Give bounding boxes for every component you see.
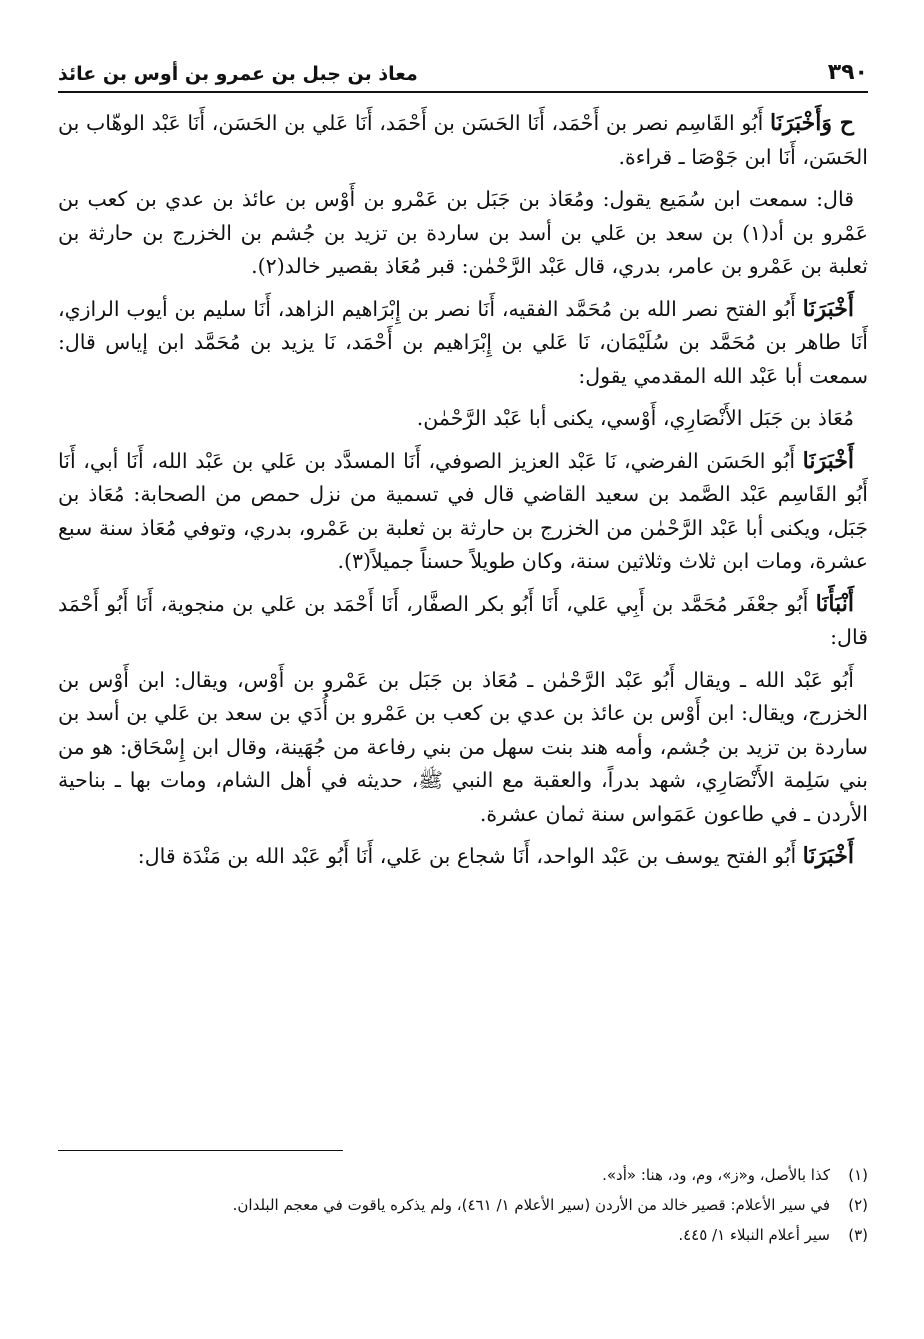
paragraph-lead: ح وَأَخْبَرَنَا [770, 110, 854, 136]
paragraph [58, 445, 868, 579]
book-page [58, 60, 868, 883]
footnotes [58, 1160, 868, 1250]
footnote-text: سير أعلام النبلاء ١/ ٤٤٥. [678, 1226, 830, 1244]
footnote-text: في سير الأعلام: قصير خالد من الأردن (سير الأعلام ١/ ٤٦١)، ولم يذكره ياقوت في معجم البلدان. [232, 1196, 830, 1214]
paragraph [58, 293, 868, 394]
paragraph [58, 107, 868, 174]
footnote [58, 1220, 868, 1250]
page-header [58, 60, 868, 93]
paragraph [58, 840, 868, 874]
paragraph-lead: أَخْبَرَنَا [802, 295, 854, 322]
paragraph-text: أَبُو الفتح يوسف بن عَبْد الواحد، أَنَا شجاع بن عَلي، أَنَا أَبُو عَبْد الله بن مَنْدَة قال: [137, 844, 803, 868]
paragraph-text: أَبُو عَبْد الله ـ ويقال أَبُو عَبْد الرَّحْمٰن ـ مُعَاذ بن جَبَل بن عَمْرو بن أَوْس، ويقال: ابن أَوْس بن الخزرج، ويقال: ابن أَوْس بن عائذ بن عدي بن كعب بن عَمْرو بن أُدَي بن سعد بن عَلي بن أسد بن ساردة بن تزيد بن جُشم، وأمه هند بنت سهل من بني رفاعة من جُهَينة، وقال ابن إِسْحَاق: هو من بني سَلِمة الأَنْصَارِي، شهد بدراً، والعقبة مع النبي ﷺ، حديثه في أهل الشام، ومات بها ـ بناحية الأردن ـ في طاعون عَمَواس سنة ثمان عشرة. [58, 667, 868, 826]
paragraph-lead: أَنْبَأَنَا [815, 590, 854, 617]
paragraph [58, 402, 868, 436]
paragraph [58, 588, 868, 655]
running-title: معاذ بن جبل بن عمرو بن أوس بن عائذ [58, 63, 418, 85]
paragraph [58, 183, 868, 284]
footnote [58, 1190, 868, 1220]
paragraph [58, 664, 868, 832]
footnote-number: (٣) [848, 1226, 868, 1244]
footnote-number: (٢) [848, 1196, 868, 1214]
paragraph-text: أَبُو جعْفَر مُحَمَّد بن أَبِي عَلي، أَنَا أَبُو بكر الصفَّار، أَنَا أَحْمَد بن عَلي بن منجوية، أَنَا أَبُو أَحْمَد قال: [58, 591, 868, 649]
paragraph-text: مُعَاذ بن جَبَل الأَنْصَارِي، أَوْسي، يكنى أبا عَبْد الرَّحْمٰن. [416, 406, 854, 430]
paragraph-text: أَبُو الحَسَن الفرضي، نَا عَبْد العزيز الصوفي، أَنَا المسدَّد بن عَلي بن عَبْد الله، أَنَا أبي، أَنَا أَبُو القَاسِم عَبْد الصَّمد بن سعيد القاضي قال في تسمية من نزل حمص من الصحابة: مُعَاذ بن جَبَل، ويكنى أبا عَبْد الرَّحْمٰن من الخزرج بن حارثة بن ثعلبة بن عَمْرو، بدري، وتوفي مُعَاذ سنة سبع عشرة، ومات ابن ثلاث وثلاثين سنة، وكان طويلاً حسناً جميلاً(٣). [58, 448, 868, 573]
page-body [58, 107, 868, 874]
paragraph-lead: أَخْبَرَنَا [802, 843, 854, 869]
footnote-text: كذا بالأصل، و«ز»، وم، ود، هنا: «أد». [602, 1166, 830, 1184]
paragraph-lead: أَخْبَرَنَا [802, 447, 854, 474]
paragraph-text: أَبُو القَاسِم نصر بن أَحْمَد، أَنَا الحَسَن بن أَحْمَد، أَنَا عَلي بن الحَسَن، أَنَا عَبْد الوهّاب بن الحَسَن، أَنَا ابن جَوْصَا ـ قراءة. [58, 111, 868, 169]
paragraph-text: قال: سمعت ابن سُمَيع يقول: ومُعَاذ بن جَبَل بن عَمْرو بن أَوْس بن عائذ بن عدي بن كعب بن عَمْرو بن أد(١) بن سعد بن عَلي بن أسد بن ساردة بن تزيد بن جُشم بن الخزرج بن حارثة بن ثعلبة بن عَمْرو بن عامر، بدري، قال عَبْد الرَّحْمٰن: قبر مُعَاذ بقصير خالد(٢). [58, 187, 868, 278]
page-number: ٣٩٠ [827, 60, 868, 85]
footnote-separator [58, 1150, 343, 1151]
footnote-number: (١) [848, 1166, 868, 1184]
paragraph-text: أَبُو الفتح نصر الله بن مُحَمَّد الفقيه، أَنَا نصر بن إِبْرَاهيم الزاهد، أَنَا سليم بن أيوب الرازي، أَنَا طاهر بن مُحَمَّد بن سُلَيْمَان، نَا عَلي بن إِبْرَاهيم بن أَحْمَد، نَا يزيد بن مُحَمَّد ابن إياس قال: سمعت أبا عَبْد الله المقدمي يقول: [58, 296, 868, 388]
footnote [58, 1160, 868, 1190]
